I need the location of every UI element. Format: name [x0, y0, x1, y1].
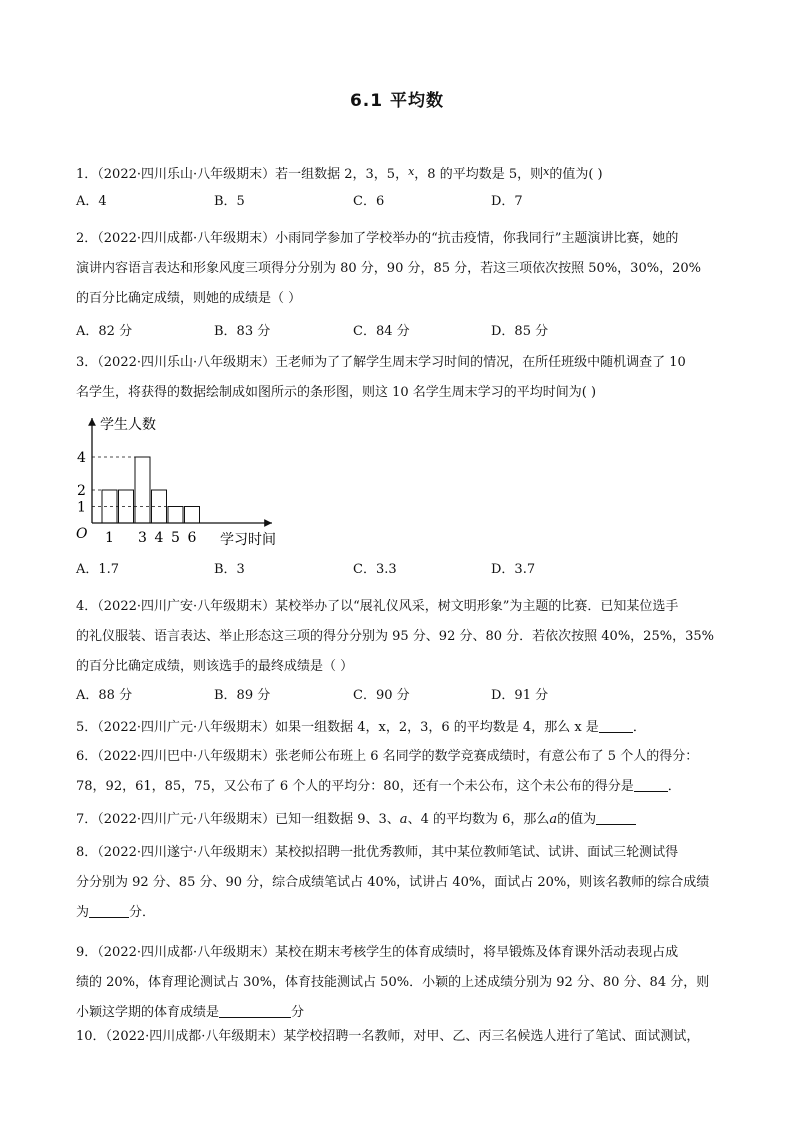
question-4-line: 的百分比确定成绩，则该选手的最终成绩是（ ） — [76, 659, 354, 674]
variable-a: a — [549, 812, 558, 827]
question-4 — [76, 592, 722, 682]
origin-label: O — [76, 526, 88, 542]
option-c[interactable]: C．90 分 — [353, 688, 410, 703]
question-9: 9．（2022·四川成都·八年级期末）某校在期末考核学生的体育成绩时，将早锻炼及体育课外活动表现占成 绩的 20%，体育理论测试占 30%，体育技能测试占 50%．小颖的上述成绩分别为 92 分、80 分、84 分，则 小颖这学期的体育成绩是 分 — [76, 945, 710, 1020]
x-tick-label: 5 — [171, 530, 180, 546]
option-d[interactable]: D．3.7 — [491, 562, 536, 577]
option-c[interactable]: C．84 分 — [353, 324, 410, 339]
question-3-options — [76, 555, 722, 585]
question-3 — [76, 348, 722, 408]
y-axis-label: 学生人数 — [100, 417, 156, 433]
answer-blank[interactable] — [596, 810, 636, 825]
option-b[interactable]: B．5 — [214, 194, 245, 209]
bar-5 — [168, 507, 183, 524]
question-1 — [76, 157, 722, 190]
option-b[interactable]: B．3 — [214, 562, 245, 577]
question-2-line: 演讲内容语言表达和形象风度三项得分分别为 80 分，90 分，85 分，若这三项依次按照 50%，30%，20% — [76, 261, 701, 276]
answer-blank[interactable] — [89, 903, 129, 918]
y-tick-label: 1 — [77, 499, 86, 516]
option-a[interactable]: A．1.7 — [76, 562, 120, 577]
question-3-line: 名学生，将获得的数据绘制成如图所示的条形图，则这 10 名学生周末学习的平均时间为( ) — [76, 385, 597, 400]
answer-blank[interactable] — [634, 777, 668, 792]
x-tick-label: 3 — [138, 530, 147, 546]
question-4-line: 4．（2022·四川广安·八年级期末）某校举办了以“展礼仪风采，树文明形象”为主题的比赛．已知某位选手 — [76, 599, 679, 614]
question-4-options — [76, 681, 722, 711]
variable-x: x — [543, 165, 550, 178]
question-2-options — [76, 317, 722, 347]
question-2-line: 2．（2022·四川成都·八年级期末）小雨同学参加了学校举办的“抗击疫情，你我同行”主题演讲比赛，她的 — [76, 231, 679, 246]
x-axis-label: 学习时间 — [220, 532, 276, 548]
question-10: 10．（2022·四川成都·八年级期末）某学校招聘一名教师，对甲、乙、丙三名候选人进行了笔试、面试测试， — [76, 1029, 700, 1044]
question-2-line: 的百分比确定成绩，则她的成绩是（ ） — [76, 291, 302, 306]
question-4-line: 的礼仪服装、语言表达、举止形态这三项的得分分别为 95 分、92 分、80 分．若依次按照 40%，25%，35% — [76, 629, 714, 644]
option-a[interactable]: A．88 分 — [76, 688, 133, 703]
bar-6 — [185, 507, 200, 524]
variable-x: x — [408, 165, 415, 178]
x-tick-label: 6 — [187, 530, 197, 546]
bar-3 — [135, 457, 150, 523]
y-tick-label: 2 — [77, 483, 86, 499]
x-tick-label: 1 — [105, 530, 114, 546]
option-d[interactable]: D．85 分 — [491, 324, 549, 339]
question-3-line: 3．（2022·四川乐山·八年级期末）王老师为了了解学生周末学习时间的情况，在所任班级中随机调查了 10 — [76, 355, 686, 370]
variable-a: a — [399, 812, 408, 827]
question-5: 5．（2022·四川广元·八年级期末）如果一组数据 4，x，2，3，6 的平均数是 4，那么 x 是 ． — [76, 720, 646, 735]
option-a[interactable]: A．82 分 — [76, 324, 133, 339]
answer-blank[interactable] — [219, 1003, 291, 1018]
question-8: 8．（2022·四川遂宁·八年级期末）某校拟招聘一批优秀教师，其中某位教师笔试、试讲、面试三轮测试得 分分别为 92 分、85 分、90 分，综合成绩笔试占 40%，试讲占 40%，面试占 20%，则该名教师的综合成绩 为 分． — [76, 845, 710, 920]
question-7: 7．（2022·四川广元·八年级期末）已知一组数据 9、3、a、4 的平均数为 6，那么a的值为 — [76, 805, 722, 835]
page-title: 6.1 平均数 — [349, 91, 445, 111]
x-tick-label: 4 — [154, 530, 164, 546]
question-1-options — [76, 187, 722, 217]
bar-chart — [72, 410, 292, 550]
question-1-text: 1．（2022·四川乐山·八年级期末）若一组数据 2，3，5，$^x$，8 的平均数是 5，则$^x$的值为( ) — [76, 165, 603, 182]
y-tick-label: 4 — [77, 450, 86, 466]
answer-blank[interactable] — [599, 718, 633, 733]
option-a[interactable]: A．4 — [76, 194, 107, 209]
option-c[interactable]: C．6 — [353, 194, 385, 209]
option-b[interactable]: B．83 分 — [214, 324, 271, 339]
bar-2 — [119, 490, 134, 523]
question-2 — [76, 224, 722, 314]
option-c[interactable]: C．3.3 — [353, 562, 397, 577]
option-d[interactable]: D．91 分 — [491, 688, 549, 703]
option-d[interactable]: D．7 — [491, 194, 523, 209]
option-b[interactable]: B．89 分 — [214, 688, 271, 703]
question-6: 6．（2022·四川巴中·八年级期末）张老师公布班上 6 名同学的数学竞赛成绩时，有意公布了 5 个人的得分： 78，92，61，85，75，又公布了 6 个人的平均分：80，还有一个未公布，这个未公布的得分是 ． — [76, 749, 699, 794]
